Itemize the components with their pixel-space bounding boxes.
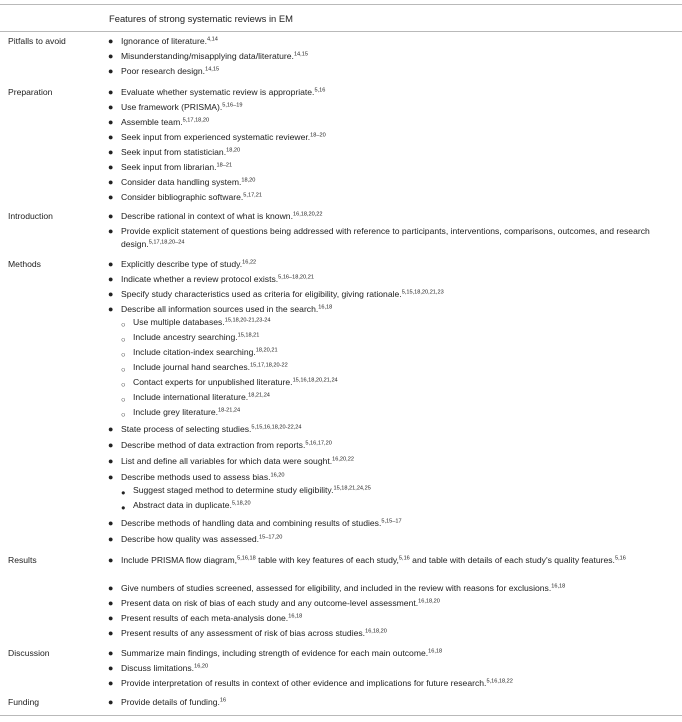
bullet-icon: ●: [108, 36, 114, 46]
bullet-icon: ●: [108, 274, 114, 284]
bullet-icon: ●: [108, 259, 114, 269]
bullet-icon: ●: [108, 534, 114, 544]
bullet-icon: ●: [108, 51, 114, 61]
circle-bullet-icon: ○: [121, 395, 126, 404]
section-label: Introduction: [8, 211, 53, 221]
table-bottom-rule: [0, 715, 682, 716]
table-header: Features of strong systematic reviews in EM: [109, 13, 293, 24]
bullet-icon: ●: [108, 147, 114, 157]
circle-bullet-icon: ○: [121, 335, 126, 344]
bullet-icon: ●: [108, 289, 114, 299]
bullet-icon: ●: [108, 598, 114, 608]
section-label: Discussion: [8, 648, 50, 658]
bullet-icon: ●: [108, 678, 114, 688]
bullet-icon: ●: [108, 697, 114, 707]
bullet-icon: ●: [108, 162, 114, 172]
bullet-icon: ●: [108, 424, 114, 434]
bullet-icon: ●: [108, 66, 114, 76]
circle-bullet-icon: ○: [121, 410, 126, 419]
table-top-rule: [0, 4, 682, 5]
bullet-icon: ●: [108, 102, 114, 112]
bullet-icon: ●: [108, 132, 114, 142]
section-label: Methods: [8, 259, 41, 269]
circle-bullet-icon: ○: [121, 380, 126, 389]
bullet-icon: ●: [108, 555, 114, 565]
bullet-icon: ●: [108, 628, 114, 638]
bullet-icon: ●: [108, 518, 114, 528]
bullet-icon: ●: [108, 456, 114, 466]
bullet-icon: ●: [108, 304, 114, 314]
section-label: Pitfalls to avoid: [8, 36, 66, 46]
bullet-icon: ●: [108, 117, 114, 127]
section-label: Preparation: [8, 87, 53, 97]
features-table: Features of strong systematic reviews in EM Pitfalls to avoid ● Ignorance of literature.$^{4,14}$ ● Misunderstanding/misapplying data/literature.$^{14,15}$ ● Poor research design.$^{14,15}$ Preparation ● Evaluate whether systematic review is appropriate.$^{5,16}$ ● Use framework (PRISMA).$^{5,16-19}$ ● Assemble team.$^{5,17,18,20}$ ● Seek input from experienced systematic reviewer.$^{18-20}$ ● Seek input from statistician.$^{18,20}$ ● Seek input from librarian.$^{18-21}$ ● Consider data handling system.$^{18,20}$ ● Consider bibliographic software.$^{5,17,21}$ Introduction ● Describe rational in context of what is known.$^{16,18,20,22}$ ● Provide explicit statement of questions being addressed with reference to participants, interventions, comparisons, outcomes, and research design.$^{5,17,18,20-24}$ Methods ● Explicitly describe type of study.$^{16,22}$ ● Indicate whether a review protocol exists.$^{5,16-18,20,21}$ ● Specify study characteristics used as criteria for eligibility, giving rationale.$^{5,15,18,20,21,23}$ ● Describe all information sources used in the search.$^{16,18}$ ○ Use multiple databases.$^{15,18,20-21,23-24}$ ○ Include ancestry searching.$^{15,18,21}$ ○ Include citation-index searching.$^{18,20,21}$ ○ Include journal hand searches.$^{15,17,18,20-22}$ ○ Contact experts for unpublished literature.$^{15,16,18,20,21,24}$ ○ Include international literature.$^{18,21,24}$ ○ Include grey literature.$^{18-21,24}$ ● State process of selecting studies.$^{5,15,16,18,20-22,24}$ ● Describe method of data extraction from reports.$^{5,16,17,20}$ ● List and define all variables for which data were sought.$^{16,20,22}$ ● Describe methods used to assess bias.$^{16,20}$ ● Suggest staged method to determine study eligibility.$^{15,18,21,24,25}$ ● Abstract data in duplicate.$^{5,18,20}$ ● Describe methods of handling data and combining results of studies.$^{5,15-17}$ ● Describe how quality was assessed.$^{15-17,20}$ Results ● Include PRISMA flow diagram,$^{5,16,18}$ table with key features of each study,$^{5,16}$ and table with details of each study's quality features.$^{5,16}$ ● Give numbers of studies screened, assessed for eligibility, and included in the review with reasons for exclusions.$^{16,18}$ ● Present data on risk of bias of each study and any outcome-level assessment.$^{16,18,20}$ ● Present results of each meta-analysis done.$^{16,18}$ ● Present results of any assessment of risk of bias across studies.$^{16,18,20}$ Discussion ● Summarize main findings, including strength of evidence for each main outcome.$^{16,18}$ ● Discuss limitations.$^{16,20}$ ● Provide interpretation of results in context of other evidence and implications for future research.$^{5,16,18,22}$ Funding ● Provide details of funding.$^{16}$: [0, 0, 682, 722]
bullet-icon: ●: [121, 503, 126, 512]
section-label: Funding: [8, 697, 40, 707]
circle-bullet-icon: ○: [121, 320, 126, 329]
bullet-icon: ●: [108, 440, 114, 450]
header-rule: [0, 31, 682, 32]
bullet-icon: ●: [108, 87, 114, 97]
circle-bullet-icon: ○: [121, 350, 126, 359]
bullet-icon: ●: [108, 613, 114, 623]
bullet-icon: ●: [108, 663, 114, 673]
circle-bullet-icon: ○: [121, 365, 126, 374]
bullet-icon: ●: [108, 177, 114, 187]
section-label: Results: [8, 555, 37, 565]
bullet-icon: ●: [108, 648, 114, 658]
bullet-icon: ●: [108, 211, 114, 221]
bullet-icon: ●: [108, 472, 114, 482]
bullet-icon: ●: [108, 192, 114, 202]
bullet-icon: ●: [121, 488, 126, 497]
bullet-icon: ●: [108, 583, 114, 593]
bullet-icon: ●: [108, 226, 114, 236]
